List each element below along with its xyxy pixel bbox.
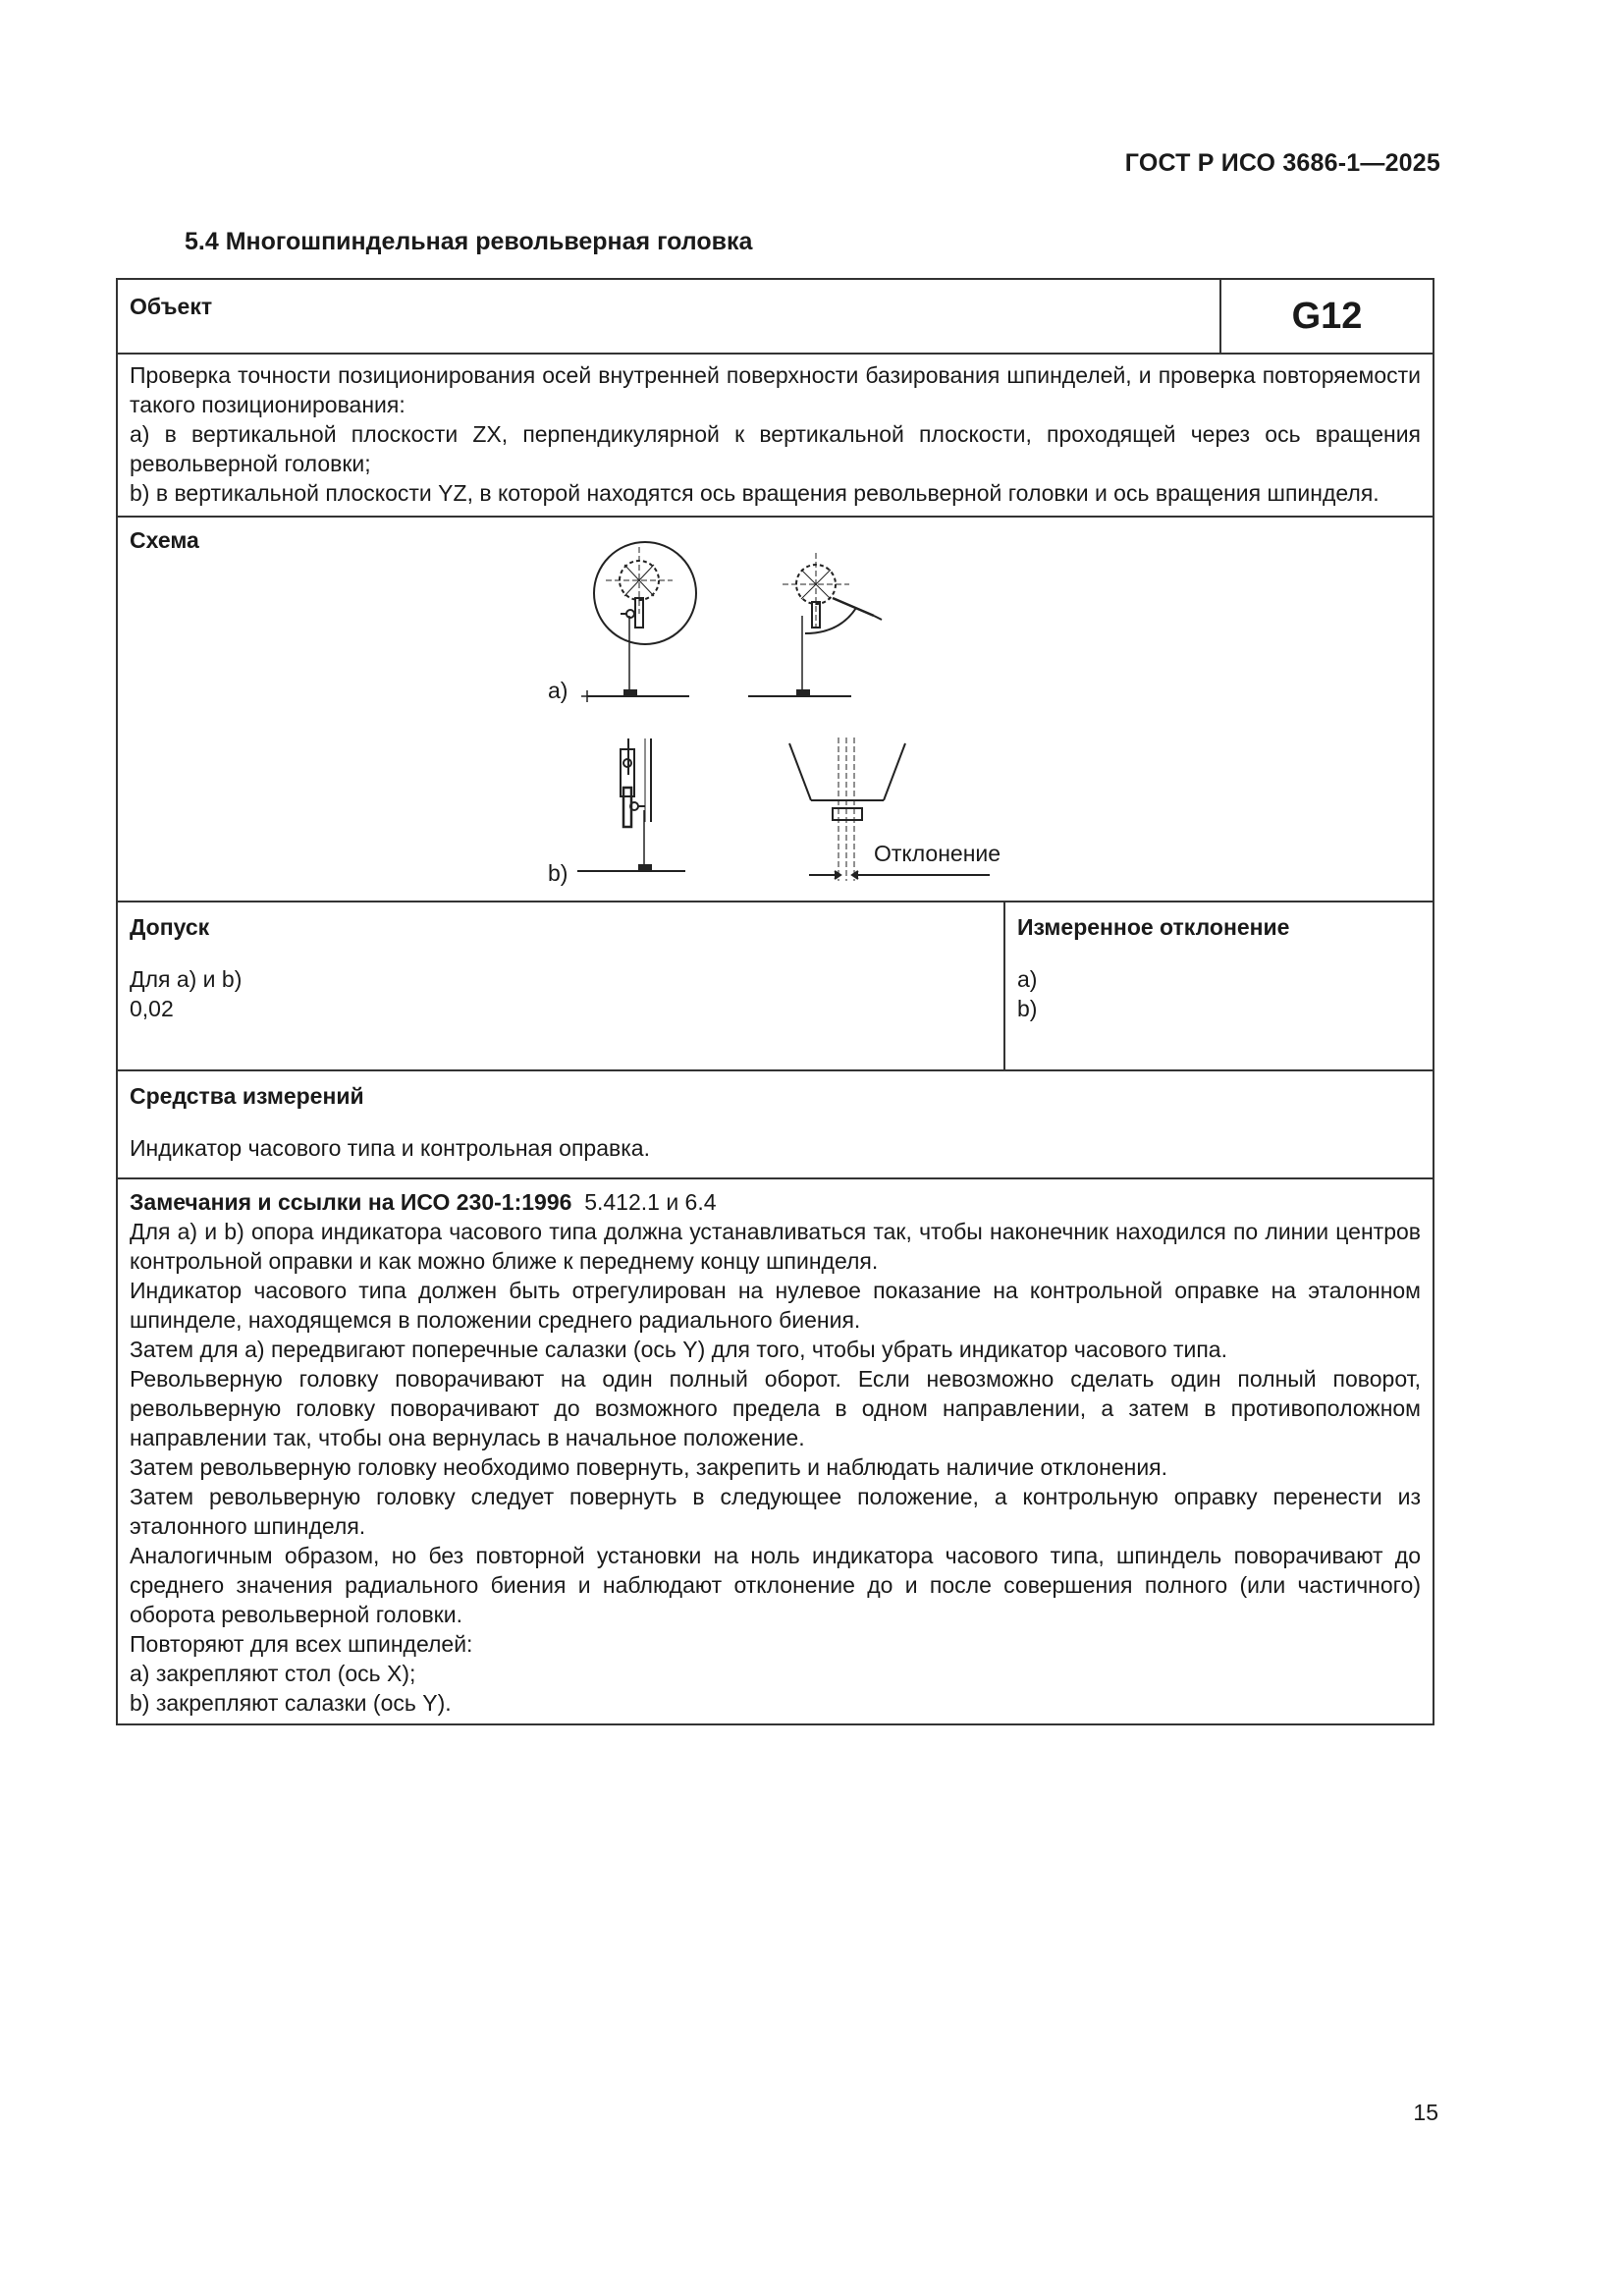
tolerance-row [118,902,1433,1071]
notes-line: Аналогичным образом, но без повторной установки на ноль индикатора часового типа, шпиндель поворачивают до среднего значения радиального биения и наблюдают отклонение до и после совершения полного (или частичного) оборота револьверной головки. [130,1543,1421,1627]
tolerance-label: Допуск [130,914,210,940]
tolerance-value: 0,02 [130,996,174,1021]
tools-row [118,1071,1433,1179]
object-row [118,280,1433,518]
tolerance-cell [118,902,1005,1069]
object-label: Объект [130,294,213,319]
diagram-a-left [587,542,696,702]
scheme-diagram [118,518,1433,901]
section-title: 5.4 Многошпиндельная револьверная головка [185,228,753,255]
standard-header: ГОСТ Р ИСО 3686-1—2025 [1124,149,1440,177]
object-line: b) в вертикальной плоскости YZ, в которой находятся ось вращения револьверной головки и ось вращения шпинделя. [130,480,1380,506]
notes-line: Револьверную головку поворачивают на один полный оборот. Если невозможно сделать один полный поворот, револьверную головку поворачивают до возможного предела в одном направлении, а затем в противоположном направлении так, чтобы она вернулась в начальное положение. [130,1366,1421,1450]
notes-line: Затем для a) передвигают поперечные салазки (ось Y) для того, чтобы убрать индикатор часового типа. [130,1337,1227,1362]
measured-item-b: b) [1017,996,1038,1021]
scheme-label-b: b) [548,860,568,886]
notes-line: Повторяют для всех шпинделей: [130,1631,473,1657]
scheme-label-a: a) [548,678,568,703]
object-description [118,355,1433,516]
notes-line: Затем револьверную головку следует повернуть в следующее положение, а контрольную оправку перенести из эталонного шпинделя. [130,1484,1421,1539]
scheme-row [118,518,1433,902]
notes-label: Замечания и ссылки на ИСО 230-1:1996 [130,1189,572,1215]
notes-line: b) закрепляют салазки (ось Y). [130,1690,452,1716]
notes-line: Индикатор часового типа должен быть отрегулирован на нулевое показание на контрольной оправке на эталонном шпинделе, находящемся в положении среднего радиального биения. [130,1278,1421,1333]
object-line: Проверка точности позиционирования осей внутренней поверхности базирования шпинделей, и проверка повторяемости такого позиционирования: [130,362,1421,417]
notes-line: a) закрепляют стол (ось X); [130,1661,416,1686]
deviation-label: Отклонение [874,841,1001,866]
measured-cell [1005,902,1433,1069]
page-number: 15 [1413,2100,1438,2125]
notes-line: Затем револьверную головку необходимо повернуть, закрепить и наблюдать наличие отклонения. [130,1454,1168,1480]
tools-text: Индикатор часового типа и контрольная оправка. [130,1135,650,1161]
diagram-b-left [577,738,685,871]
notes-line: Для a) и b) опора индикатора часового типа должна устанавливаться так, чтобы наконечник находился по линии центров контрольной оправки и как можно ближе к переднему концу шпинделя. [130,1219,1421,1274]
test-code: G12 [1219,280,1433,353]
scheme-label: Схема [130,527,199,553]
test-card [116,278,1434,1725]
tolerance-applies: Для a) и b) [130,966,243,992]
notes-reference: 5.412.1 и 6.4 [584,1189,717,1215]
measured-item-a: a) [1017,966,1038,992]
diagram-a-right [748,553,882,696]
measured-label: Измеренное отклонение [1017,914,1290,940]
tools-label: Средства измерений [130,1083,364,1109]
notes-row [118,1179,1433,1723]
object-line: a) в вертикальной плоскости ZX, перпендикулярной к вертикальной плоскости, проходящей через ось вращения револьверной головки; [130,421,1421,476]
